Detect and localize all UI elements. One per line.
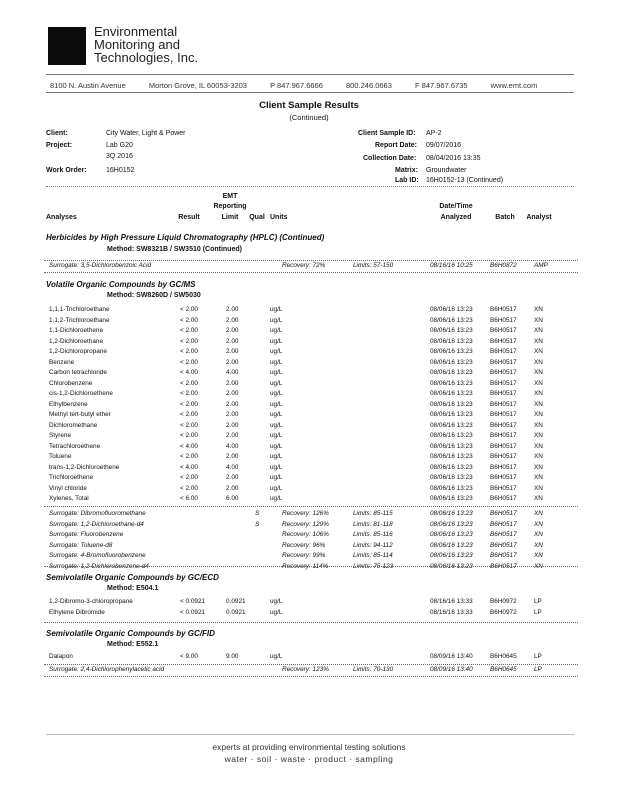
table-row bbox=[0, 484, 618, 493]
cell-analyte: Surrogate: Dibromofluoromethane bbox=[49, 510, 146, 517]
cell-analyte: Surrogate: Toluene-d8 bbox=[49, 541, 113, 549]
cell-analyte: Xylenes, Total bbox=[49, 495, 89, 502]
cell-units: ug/L bbox=[270, 337, 283, 345]
cell-qual: S bbox=[255, 520, 260, 528]
cell-analyst: XN bbox=[534, 421, 543, 429]
cell-analyte: Surrogate: 3,5-Dichlorobenzoic Acid bbox=[49, 262, 152, 269]
matrix-label: Matrix: bbox=[395, 167, 418, 174]
footer-divider bbox=[46, 734, 574, 735]
cell-units: ug/L bbox=[270, 463, 283, 471]
col-analyses: Analyses bbox=[46, 214, 77, 221]
cell-units: ug/L bbox=[270, 609, 283, 616]
cell-limits: Limits: 70-130 bbox=[353, 666, 394, 673]
cell-analyst: XN bbox=[534, 327, 543, 334]
sampleid-value: AP-2 bbox=[426, 130, 442, 137]
col-datetime: Date/Time bbox=[439, 203, 473, 210]
cell-limit: 2.00 bbox=[226, 474, 239, 481]
cell-result: < 4.00 bbox=[180, 369, 198, 376]
cell-result: < 2.00 bbox=[180, 379, 198, 387]
col-qual: Qual bbox=[249, 214, 265, 221]
cell-analyzed: 08/06/16 13:23 bbox=[430, 541, 473, 549]
project-value-2: 3Q 2016 bbox=[106, 153, 133, 160]
cell-limit: 2.00 bbox=[226, 484, 239, 492]
address-divider bbox=[46, 92, 574, 93]
section-voc-method: Method: SW8260D / SW5030 bbox=[107, 292, 201, 299]
cell-result: < 2.00 bbox=[180, 400, 198, 408]
cell-analyzed: 08/06/16 13:23 bbox=[430, 442, 473, 450]
cell-units: ug/L bbox=[270, 484, 283, 492]
address-bar bbox=[50, 81, 537, 90]
cell-analyst: XN bbox=[534, 337, 543, 345]
cell-units: ug/L bbox=[270, 400, 283, 408]
cell-limit: 0.0921 bbox=[226, 609, 246, 616]
cell-batch: B6H0517 bbox=[490, 442, 517, 450]
cell-recovery: Recovery: 106% bbox=[282, 531, 329, 538]
cell-analyst: XN bbox=[534, 358, 543, 366]
cell-analyte: Dalapon bbox=[49, 653, 73, 660]
table-row bbox=[0, 431, 618, 440]
cell-analyzed: 08/09/16 13:40 bbox=[430, 653, 473, 660]
company-logo bbox=[48, 27, 86, 65]
project-value-1: Lab G20 bbox=[106, 142, 133, 149]
section-svoc-ecd-method: Method: E504.1 bbox=[107, 585, 159, 592]
section-voc-title: Volatile Organic Compounds by GC/MS bbox=[46, 280, 196, 289]
cell-limit: 0.0921 bbox=[226, 598, 246, 605]
cell-limit: 2.00 bbox=[226, 411, 239, 418]
cell-limits: Limits: 75-123 bbox=[353, 562, 394, 570]
table-row bbox=[0, 305, 618, 314]
table-row bbox=[0, 442, 618, 451]
cell-limit: 4.00 bbox=[226, 369, 239, 376]
cell-limits: Limits: 57-150 bbox=[353, 262, 394, 269]
table-row bbox=[0, 421, 618, 430]
col-emt: EMT bbox=[222, 193, 238, 200]
table-row bbox=[0, 652, 618, 661]
cell-limit: 6.00 bbox=[226, 495, 239, 502]
cell-units: ug/L bbox=[270, 442, 283, 450]
cell-result: < 2.00 bbox=[180, 432, 198, 439]
labid-value: 16H0152-13 (Continued) bbox=[426, 177, 504, 184]
cell-analyst: XN bbox=[534, 474, 543, 481]
cell-recovery: Recovery: 114% bbox=[282, 562, 329, 570]
cell-batch: B6H0517 bbox=[490, 562, 517, 570]
cell-units: ug/L bbox=[270, 390, 283, 397]
footer-tagline: experts at providing environmental testing solutions bbox=[212, 742, 406, 752]
cell-analyst: XN bbox=[534, 432, 543, 439]
voc-surrogate-divider bbox=[44, 506, 578, 507]
cell-analyst: LP bbox=[534, 598, 542, 605]
address-phone: P 847.967.6666 bbox=[270, 81, 323, 90]
cell-batch: B6H0872 bbox=[490, 262, 517, 269]
cell-analyzed: 08/06/16 13:23 bbox=[430, 432, 473, 439]
table-row bbox=[0, 326, 618, 335]
svoc-fid-end-divider bbox=[44, 676, 578, 677]
cell-analyte: Styrene bbox=[49, 432, 72, 439]
table-row bbox=[0, 379, 618, 388]
cell-result: < 2.00 bbox=[180, 358, 198, 366]
cell-units: ug/L bbox=[270, 411, 283, 418]
table-row bbox=[0, 452, 618, 461]
table-row bbox=[0, 347, 618, 356]
cell-analyzed: 08/06/16 13:23 bbox=[430, 348, 473, 355]
cell-analyzed: 08/06/16 13:23 bbox=[430, 400, 473, 408]
cell-batch: B6H0517 bbox=[490, 327, 517, 334]
cell-analyst: XN bbox=[534, 411, 543, 418]
cell-batch: B6H0517 bbox=[490, 531, 517, 538]
cell-result: < 2.00 bbox=[180, 484, 198, 492]
cell-analyzed: 08/06/16 13:23 bbox=[430, 411, 473, 418]
cell-result: < 2.00 bbox=[180, 411, 198, 418]
cell-analyst: XN bbox=[534, 400, 543, 408]
cell-recovery: Recovery: 123% bbox=[282, 666, 329, 673]
cell-units: ug/L bbox=[270, 369, 283, 376]
cell-limits: Limits: 85-116 bbox=[353, 531, 393, 538]
section-hplc-method: Method: SW8321B / SW3510 (Continued) bbox=[107, 246, 242, 253]
cell-analyzed: 08/06/16 13:23 bbox=[430, 510, 473, 517]
cell-analyzed: 08/06/16 13:23 bbox=[430, 316, 473, 324]
workorder-value: 16H0152 bbox=[106, 167, 135, 174]
cell-batch: B6H0517 bbox=[490, 541, 517, 549]
cell-batch: B6H0517 bbox=[490, 432, 517, 439]
surrogate-row bbox=[0, 665, 618, 674]
cell-analyst: XN bbox=[534, 390, 543, 397]
surrogate-row bbox=[0, 509, 618, 518]
section-svoc-ecd-title: Semivolatile Organic Compounds by GC/ECD bbox=[46, 573, 219, 582]
cell-analyte: 1,2-Dibromo-3-chloropropane bbox=[49, 598, 133, 605]
cell-result: < 2.00 bbox=[180, 306, 198, 313]
table-row bbox=[0, 358, 618, 367]
cell-units: ug/L bbox=[270, 316, 283, 324]
address-city: Morton Grove, IL 60053-3203 bbox=[148, 81, 247, 90]
table-row bbox=[0, 368, 618, 377]
cell-analyte: cis-1,2-Dichloroethene bbox=[49, 390, 113, 397]
cell-result: < 4.00 bbox=[180, 463, 198, 471]
cell-recovery: Recovery: 99% bbox=[282, 552, 326, 559]
cell-analyzed: 08/06/16 13:23 bbox=[430, 358, 473, 366]
cell-result: < 2.00 bbox=[180, 327, 198, 334]
cell-analyzed: 08/06/16 13:23 bbox=[430, 337, 473, 345]
surrogate-row bbox=[0, 530, 618, 539]
cell-analyst: XN bbox=[534, 463, 543, 471]
cell-analyzed: 08/06/16 13:23 bbox=[430, 562, 473, 570]
cell-batch: B6H0517 bbox=[490, 463, 517, 471]
cell-result: < 2.00 bbox=[180, 348, 198, 355]
cell-limit: 2.00 bbox=[226, 337, 239, 345]
table-row bbox=[0, 494, 618, 503]
cell-analyst: XN bbox=[534, 520, 543, 528]
cell-limits: Limits: 81-118 bbox=[353, 520, 393, 528]
cell-analyzed: 08/06/16 13:23 bbox=[430, 390, 473, 397]
cell-batch: B6H0517 bbox=[490, 348, 517, 355]
cell-units: ug/L bbox=[270, 327, 283, 334]
cell-analyzed: 08/06/16 13:23 bbox=[430, 552, 473, 559]
cell-result: < 2.00 bbox=[180, 337, 198, 345]
client-value: City Water, Light & Power bbox=[106, 130, 186, 137]
cell-analyst: XN bbox=[534, 453, 543, 460]
cell-recovery: Recovery: 72% bbox=[282, 262, 326, 269]
col-units: Units bbox=[270, 214, 288, 221]
cell-analyzed: 08/06/16 13:23 bbox=[430, 369, 473, 376]
table-row bbox=[0, 463, 618, 472]
cell-units: ug/L bbox=[270, 358, 283, 366]
cell-analyte: Benzene bbox=[49, 358, 75, 366]
table-row bbox=[0, 608, 618, 617]
cell-limit: 2.00 bbox=[226, 421, 239, 429]
surrogate-row bbox=[0, 261, 618, 270]
cell-limits: Limits: 85-115 bbox=[353, 510, 393, 517]
cell-batch: B6H0517 bbox=[490, 552, 517, 559]
cell-analyst: XN bbox=[534, 562, 543, 570]
cell-batch: B6H0517 bbox=[490, 358, 517, 366]
cell-analyte: Surrogate: 4-Bromofluorobenzene bbox=[49, 552, 146, 559]
col-reporting: Reporting bbox=[213, 203, 247, 210]
cell-analyte: trans-1,2-Dichloroethene bbox=[49, 463, 120, 471]
cell-limit: 2.00 bbox=[226, 316, 239, 324]
cell-batch: B6H0972 bbox=[490, 598, 517, 605]
cell-recovery: Recovery: 129% bbox=[282, 520, 329, 528]
cell-units: ug/L bbox=[270, 474, 283, 481]
cell-batch: B6H0517 bbox=[490, 411, 517, 418]
cell-result: < 2.00 bbox=[180, 474, 198, 481]
cell-limit: 2.00 bbox=[226, 358, 239, 366]
cell-analyte: Surrogate: 2,4-Dichlorophenylacetic acid bbox=[49, 666, 165, 673]
report-subtitle: (Continued) bbox=[289, 113, 329, 122]
cell-analyst: LP bbox=[534, 666, 542, 673]
cell-batch: B6H0972 bbox=[490, 609, 517, 616]
workorder-label: Work Order: bbox=[46, 167, 87, 174]
cell-result: < 6.00 bbox=[180, 495, 198, 502]
cell-analyte: 1,1,2-Trichloroethane bbox=[49, 316, 110, 324]
table-row bbox=[0, 389, 618, 398]
colldate-label: Collection Date: bbox=[363, 155, 417, 162]
cell-analyzed: 08/06/16 13:23 bbox=[430, 531, 473, 538]
footer-services: water · soil · waste · product · sampling bbox=[224, 754, 394, 764]
cell-analyte: Surrogate: 1,2-Dichlorobenzene-d4 bbox=[49, 562, 149, 570]
cell-analyte: Carbon tetrachloride bbox=[49, 369, 107, 376]
cell-batch: B6H0645 bbox=[490, 653, 517, 660]
cell-analyzed: 08/06/16 13:23 bbox=[430, 463, 473, 471]
cell-analyst: LP bbox=[534, 609, 542, 616]
cell-analyte: Methyl tert-butyl ether bbox=[49, 411, 111, 418]
cell-analyzed: 08/16/16 10:25 bbox=[430, 262, 473, 269]
cell-units: ug/L bbox=[270, 306, 283, 313]
cell-result: < 0.0921 bbox=[180, 598, 206, 605]
cell-analyzed: 08/06/16 13:23 bbox=[430, 520, 473, 528]
cell-analyte: Chlorobenzene bbox=[49, 379, 93, 387]
cell-analyzed: 08/06/16 13:23 bbox=[430, 453, 473, 460]
cell-result: < 4.00 bbox=[180, 442, 198, 450]
cell-analyte: Surrogate: Fluorobenzene bbox=[49, 531, 124, 538]
cell-analyst: AMP bbox=[534, 262, 548, 269]
cell-qual: S bbox=[255, 510, 260, 517]
hplc-end-divider bbox=[44, 272, 578, 273]
cell-analyzed: 08/06/16 13:23 bbox=[430, 327, 473, 334]
cell-analyte: Surrogate: 1,2-Dichloroethane-d4 bbox=[49, 520, 144, 528]
section-svoc-fid-title: Semivolatile Organic Compounds by GC/FID bbox=[46, 629, 215, 638]
cell-analyst: XN bbox=[534, 495, 543, 502]
cell-recovery: Recovery: 126% bbox=[282, 510, 329, 517]
cell-analyst: XN bbox=[534, 369, 543, 376]
cell-limit: 4.00 bbox=[226, 463, 239, 471]
cell-units: ug/L bbox=[270, 348, 283, 355]
cell-batch: B6H0517 bbox=[490, 337, 517, 345]
surrogate-row bbox=[0, 551, 618, 560]
cell-analyst: XN bbox=[534, 531, 543, 538]
cell-batch: B6H0517 bbox=[490, 316, 517, 324]
col-analyst: Analyst bbox=[526, 214, 552, 221]
cell-batch: B6H0517 bbox=[490, 484, 517, 492]
cell-analyzed: 08/16/16 13:33 bbox=[430, 609, 473, 616]
cell-analyst: XN bbox=[534, 541, 543, 549]
cell-batch: B6H0517 bbox=[490, 520, 517, 528]
company-name-line1: Environmental bbox=[94, 24, 178, 39]
table-row bbox=[0, 473, 618, 482]
cell-limits: Limits: 85-114 bbox=[353, 552, 393, 559]
cell-limit: 2.00 bbox=[226, 400, 239, 408]
cell-limit: 2.00 bbox=[226, 306, 239, 313]
cell-batch: B6H0517 bbox=[490, 400, 517, 408]
cell-analyte: Ethylene Dibromide bbox=[49, 609, 105, 616]
labid-label: Lab ID: bbox=[395, 177, 419, 184]
cell-limit: 2.00 bbox=[226, 453, 239, 460]
cell-analyzed: 08/06/16 13:23 bbox=[430, 421, 473, 429]
cell-analyte: 1,2-Dichloroethane bbox=[49, 337, 103, 345]
project-label: Project: bbox=[46, 142, 73, 149]
cell-recovery: Recovery: 96% bbox=[282, 541, 326, 549]
cell-batch: B6H0517 bbox=[490, 453, 517, 460]
cell-batch: B6H0645 bbox=[490, 666, 517, 673]
reportdate-value: 09/07/2016 bbox=[426, 142, 462, 149]
cell-result: < 2.00 bbox=[180, 453, 198, 460]
cell-analyzed: 08/06/16 13:23 bbox=[430, 306, 473, 313]
cell-limit: 2.00 bbox=[226, 348, 239, 355]
cell-limits: Limits: 94-112 bbox=[353, 541, 393, 549]
cell-batch: B6H0517 bbox=[490, 495, 517, 502]
cell-units: ug/L bbox=[270, 421, 283, 429]
client-label: Client: bbox=[46, 130, 68, 137]
cell-analyst: XN bbox=[534, 306, 543, 313]
cell-analyzed: 08/06/16 13:23 bbox=[430, 484, 473, 492]
cell-analyst: XN bbox=[534, 484, 543, 492]
cell-analyzed: 08/16/16 13:33 bbox=[430, 598, 473, 605]
cell-limit: 2.00 bbox=[226, 432, 239, 439]
table-row bbox=[0, 400, 618, 409]
cell-limit: 2.00 bbox=[226, 379, 239, 387]
cell-limit: 2.00 bbox=[226, 327, 239, 334]
surrogate-row bbox=[0, 541, 618, 550]
cell-analyzed: 08/06/16 13:23 bbox=[430, 379, 473, 387]
cell-analyte: 1,1,1-Trichloroethane bbox=[49, 306, 110, 313]
cell-analyzed: 08/06/16 13:23 bbox=[430, 495, 473, 502]
table-row bbox=[0, 337, 618, 346]
cell-units: ug/L bbox=[270, 653, 283, 660]
cell-batch: B6H0517 bbox=[490, 379, 517, 387]
cell-analyte: Vinyl chloride bbox=[49, 484, 87, 492]
address-tollfree: 800.246.0663 bbox=[346, 81, 392, 90]
cell-analyst: XN bbox=[534, 316, 543, 324]
table-row bbox=[0, 597, 618, 606]
cell-analyte: Ethylbenzene bbox=[49, 400, 88, 408]
sampleid-label: Client Sample ID: bbox=[358, 130, 416, 137]
cell-analyst: XN bbox=[534, 442, 543, 450]
company-name bbox=[94, 25, 198, 64]
cell-units: ug/L bbox=[270, 379, 283, 387]
section-svoc-fid-method: Method: E552.1 bbox=[107, 641, 159, 648]
voc-end-divider bbox=[44, 566, 578, 567]
cell-limit: 4.00 bbox=[226, 442, 239, 450]
reportdate-label: Report Date: bbox=[375, 142, 418, 149]
cell-analyst: XN bbox=[534, 348, 543, 355]
address-web: www.emt.com bbox=[490, 81, 538, 90]
table-row bbox=[0, 410, 618, 419]
cell-result: < 2.00 bbox=[180, 421, 198, 429]
cell-batch: B6H0517 bbox=[490, 369, 517, 376]
cell-analyst: LP bbox=[534, 653, 542, 660]
cell-batch: B6H0517 bbox=[490, 421, 517, 429]
cell-limit: 9.00 bbox=[226, 653, 239, 660]
company-name-line2: Monitoring and bbox=[94, 37, 180, 52]
cell-analyte: Trichloroethene bbox=[49, 474, 94, 481]
col-limit: Limit bbox=[221, 214, 239, 221]
cell-batch: B6H0517 bbox=[490, 510, 517, 517]
cell-result: < 2.00 bbox=[180, 316, 198, 324]
cell-analyst: XN bbox=[534, 379, 543, 387]
address-fax: F 847.967.6735 bbox=[415, 81, 468, 90]
cell-analyte: Tetrachloroethene bbox=[49, 442, 101, 450]
svoc-ecd-end-divider bbox=[44, 622, 578, 623]
cell-units: ug/L bbox=[270, 598, 283, 605]
company-name-line3: Technologies, Inc. bbox=[94, 50, 199, 65]
cell-units: ug/L bbox=[270, 453, 283, 460]
cell-batch: B6H0517 bbox=[490, 474, 517, 481]
colldate-value: 08/04/2016 13:35 bbox=[426, 155, 481, 162]
cell-analyst: XN bbox=[534, 552, 543, 559]
header-divider bbox=[46, 74, 574, 75]
col-batch: Batch bbox=[495, 214, 515, 221]
cell-units: ug/L bbox=[270, 432, 283, 439]
cell-batch: B6H0517 bbox=[490, 390, 517, 397]
table-row bbox=[0, 316, 618, 325]
cell-analyzed: 08/06/16 13:23 bbox=[430, 474, 473, 481]
cell-limit: 2.00 bbox=[226, 390, 239, 397]
cell-analyte: Dichloromethane bbox=[49, 421, 98, 429]
address-street: 8100 N. Austin Avenue bbox=[50, 81, 126, 90]
cell-analyte: 1,1-Dichloroethene bbox=[49, 327, 103, 334]
cell-result: < 2.00 bbox=[180, 390, 198, 397]
cell-result: < 0.0921 bbox=[180, 609, 206, 616]
surrogate-row bbox=[0, 520, 618, 529]
cell-units: ug/L bbox=[270, 495, 283, 502]
section-hplc-title: Herbicides by High Pressure Liquid Chromatography (HPLC) (Continued) bbox=[46, 233, 325, 242]
col-analyzed: Analyzed bbox=[440, 214, 472, 221]
cell-batch: B6H0517 bbox=[490, 306, 517, 313]
cell-analyzed: 08/09/16 13:40 bbox=[430, 666, 473, 673]
matrix-value: Groundwater bbox=[426, 167, 467, 174]
col-result: Result bbox=[178, 214, 200, 221]
cell-analyte: Toluene bbox=[49, 453, 72, 460]
report-title: Client Sample Results bbox=[259, 100, 359, 111]
cell-result: < 9.00 bbox=[180, 653, 198, 660]
cell-analyst: XN bbox=[534, 510, 543, 517]
info-divider bbox=[46, 186, 574, 187]
cell-analyte: 1,2-Dichloropropane bbox=[49, 348, 107, 355]
